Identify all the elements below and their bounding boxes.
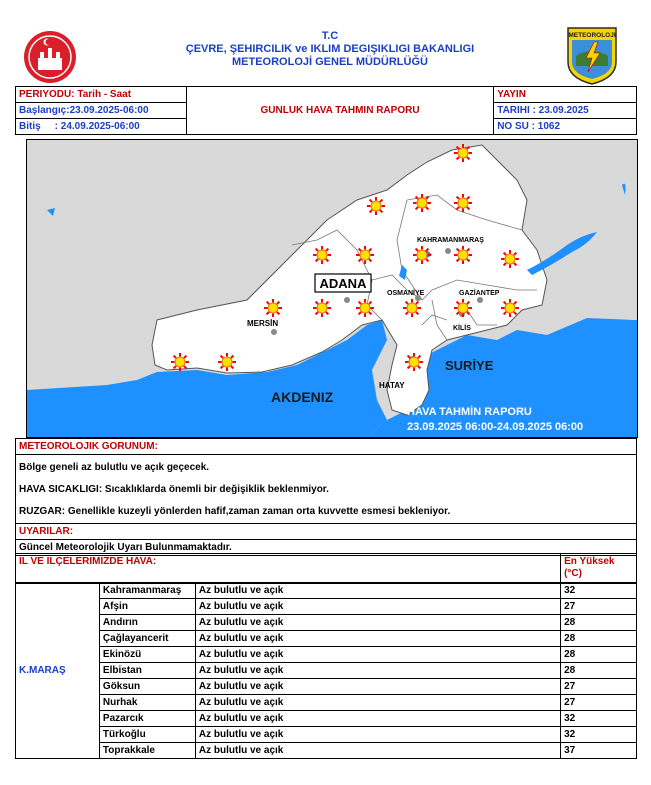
table-row [16,615,637,631]
cities-heading: IL VE ILÇELERIMIZDE HAVA: [16,554,561,584]
publish-number: NO SU : 1062 [494,119,637,135]
table-row [16,711,637,727]
city-name: Pazarcık [99,711,195,727]
map-label-adana: ADANA [319,276,367,291]
header-line-1: T.C [321,30,339,42]
city-name: Türkoğlu [99,727,195,743]
table-row [16,583,637,599]
city-name: Çağlayancerit [99,631,195,647]
period-end-label: Bitiş [19,121,41,132]
city-max: 28 [561,663,637,679]
meteoroloji-logo-icon [566,26,618,86]
city-name: Andırın [99,615,195,631]
map-label-kilis: KİLİS [453,325,471,332]
outlook-heading: METEOROLOJIK GORUNUM: [16,439,637,455]
map-label-hatay: HATAY [379,381,405,390]
sun-icon [454,194,472,212]
period-start: Başlangıç:23.09.2025-06:00 [16,103,187,119]
city-name: Toprakkale [99,743,195,759]
publish-date: TARIHI : 23.09.2025 [494,103,637,119]
city-weather: Az bulutlu ve açık [195,631,560,647]
sun-icon [356,246,374,264]
sun-icon [454,144,472,162]
city-name: Kahramanmaraş [99,583,195,599]
city-name: Göksun [99,679,195,695]
city-max: 27 [561,679,637,695]
publish-label: YAYIN [494,87,637,103]
map-label-kahramanmaras: KAHRAMANMARAŞ [417,237,484,244]
sun-icon [218,353,236,371]
city-max: 32 [561,727,637,743]
city-weather: Az bulutlu ve açık [195,679,560,695]
sun-icon [454,246,472,264]
city-weather: Az bulutlu ve açık [195,615,560,631]
city-max: 27 [561,695,637,711]
header-line-2: ÇEVRE, ŞEHIRCILIK ve IKLIM DEGIŞIKLIGI BAKANLIGI [185,43,475,55]
table-row [16,631,637,647]
period-end-value: : 24.09.2025-06:00 [54,121,140,132]
city-max: 32 [561,711,637,727]
table-row [16,695,637,711]
city-name: Afşin [99,599,195,615]
city-weather: Az bulutlu ve açık [195,711,560,727]
map-caption-range: 23.09.2025 06:00-24.09.2025 06:00 [407,421,584,433]
sun-icon [413,194,431,212]
map-label-mersin: MERSİN [247,319,279,328]
city-weather: Az bulutlu ve açık [195,599,560,615]
warnings-heading: UYARILAR: [16,524,637,540]
sun-icon [403,299,421,317]
map-caption-title: HAVA TAHMİN RAPORU [407,406,532,418]
table-row [16,727,637,743]
city-max: 28 [561,647,637,663]
table-row [16,679,637,695]
header-titles [120,30,540,69]
table-row [16,599,637,615]
sun-icon [171,353,189,371]
logo-text: METEOROLOJI [568,32,616,39]
outlook-table [15,438,637,556]
sun-icon [501,250,519,268]
province-name: K.MARAŞ [16,583,100,759]
city-weather: Az bulutlu ve açık [195,663,560,679]
ministry-emblem-icon [23,30,77,84]
city-weather: Az bulutlu ve açık [195,583,560,599]
sun-icon [501,299,519,317]
sun-icon [405,353,423,371]
period-end [16,119,187,135]
city-max: 37 [561,743,637,759]
outlook-temperature: HAVA SICAKLIGI: Sıcaklıklarda önemli bir değişiklik beklenmiyor. [19,484,329,495]
city-weather: Az bulutlu ve açık [195,695,560,711]
city-rows [16,583,637,759]
map-label-osmaniye: OSMANİYE [387,290,425,297]
table-row [16,647,637,663]
sun-icon [367,197,385,215]
city-weather: Az bulutlu ve açık [195,743,560,759]
map-label-suriye: SURİYE [445,358,494,373]
report-header [0,0,651,86]
city-weather: Az bulutlu ve açık [195,727,560,743]
outlook-body [16,455,637,524]
table-row [16,663,637,679]
city-name: Elbistan [99,663,195,679]
cities-header [15,553,637,584]
city-weather: Az bulutlu ve açık [195,647,560,663]
map-label-akdeniz: AKDENIZ [271,389,334,405]
map-label-gaziantep: GAZİANTEP [459,290,500,297]
sun-icon [413,246,431,264]
sun-icon [313,299,331,317]
city-max: 27 [561,599,637,615]
report-info-table [15,86,637,135]
max-temp-header: En Yüksek (°C) [561,554,637,584]
report-title: GUNLUK HAVA TAHMIN RAPORU [186,87,493,135]
table-row [16,743,637,759]
city-name: Ekinözü [99,647,195,663]
city-forecast-table [15,582,637,759]
period-label: PERIYODU: Tarih - Saat [16,87,187,103]
header-line-3: METEOROLOJİ GENEL MÜDÜRLÜĞÜ [232,56,428,68]
city-max: 28 [561,631,637,647]
city-name: Nurhak [99,695,195,711]
sun-icon [313,246,331,264]
sun-icon [356,299,374,317]
city-max: 28 [561,615,637,631]
outlook-wind: RUZGAR: Genellikle kuzeyli yönlerden hafif,zaman zaman orta kuvvette esmesi bekleniyor. [19,506,451,517]
warnings-text: Güncel Meteorolojik Uyarı Bulunmamaktadır. [16,540,637,556]
sun-icon [264,299,282,317]
outlook-general: Bölge geneli az bulutlu ve açık geçecek. [19,462,210,473]
sun-icon [454,299,472,317]
forecast-map [26,139,638,438]
city-max: 32 [561,583,637,599]
